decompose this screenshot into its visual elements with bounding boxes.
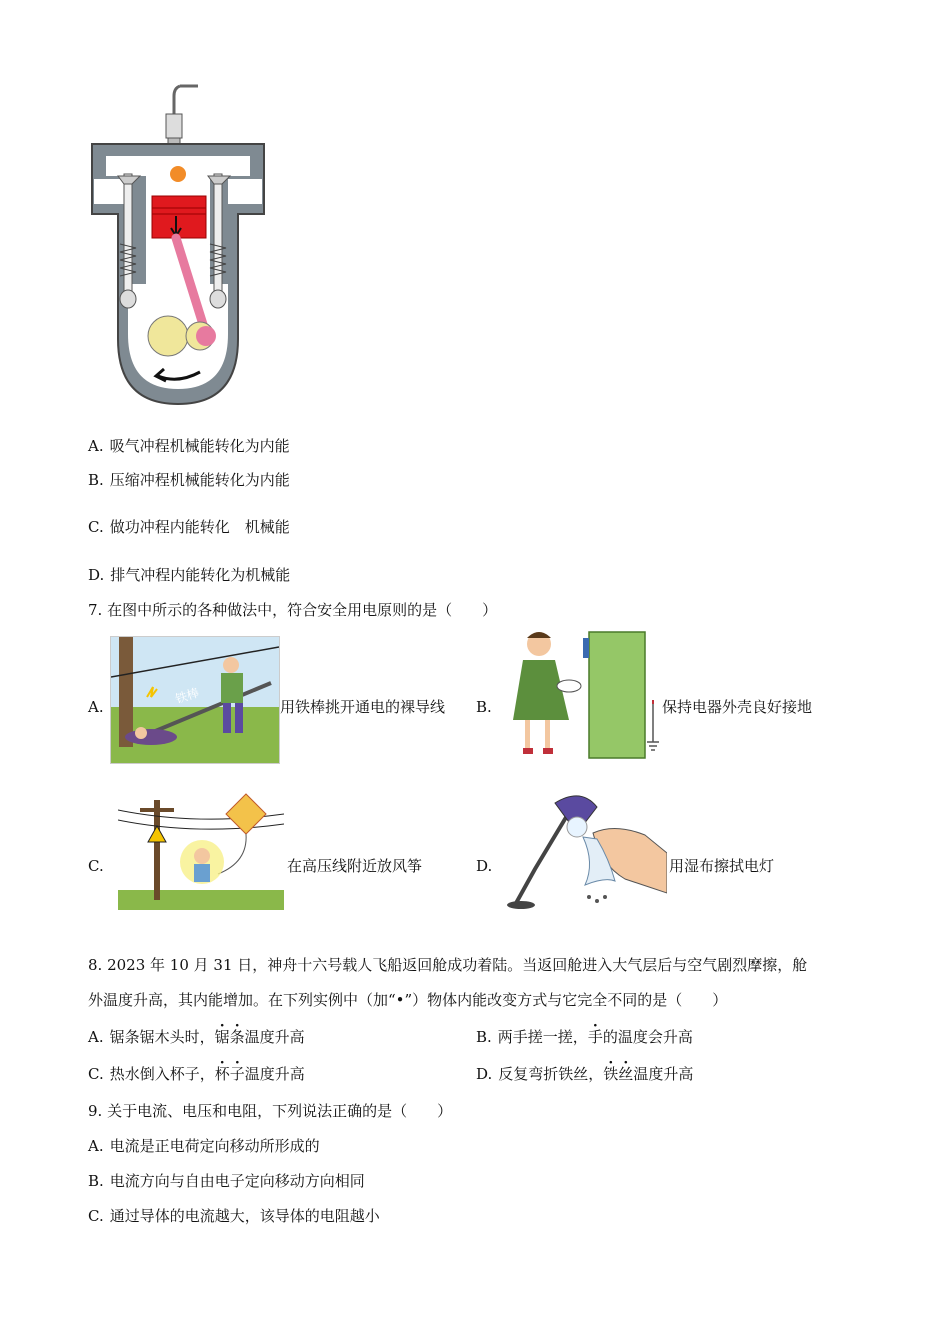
option-text: 电流方向与自由电子定向移动方向相同 bbox=[109, 1172, 365, 1190]
q7-option-d-text: 用湿布擦拭电灯 bbox=[669, 857, 775, 875]
emphasis-char: 丝 bbox=[618, 1065, 634, 1083]
q8-option-d bbox=[476, 1064, 693, 1084]
option-label: B. bbox=[476, 1028, 492, 1046]
iron-rod-caption: 铁棒 bbox=[173, 685, 201, 707]
option-label: C. bbox=[88, 1207, 104, 1225]
iron-rod-illustration bbox=[110, 636, 280, 764]
option-label: C. bbox=[88, 518, 104, 536]
option-text: 压缩冲程机械能转化为内能 bbox=[109, 471, 290, 489]
option-label: D. bbox=[88, 566, 105, 584]
q9-stem: 9. 关于电流、电压和电阻，下列说法正确的是（ ） bbox=[88, 1102, 453, 1120]
q9-option-a bbox=[88, 1136, 320, 1156]
q7-option-a-text: 用铁棒挑开通电的裸导线 bbox=[280, 698, 446, 716]
emphasis-char: 手 bbox=[587, 1028, 603, 1046]
q9-option-b bbox=[88, 1171, 365, 1191]
kite-near-powerline-illustration bbox=[118, 792, 284, 910]
emphasis-char: 杯 bbox=[214, 1065, 230, 1083]
option-text: 吸气冲程机械能转化为内能 bbox=[109, 437, 290, 455]
q8-option-a bbox=[88, 1027, 305, 1047]
q8-stem-line2: 外温度升高，其内能增加。在下列实例中（加“•”）物体内能改变方式与它完全不同的是（ ） bbox=[88, 991, 728, 1009]
option-text: 温度升高 bbox=[244, 1065, 305, 1083]
option-text: 反复弯折铁丝， bbox=[498, 1065, 604, 1083]
option-text: 锯条锯木头时， bbox=[109, 1028, 215, 1046]
q7-option-c-label: C. bbox=[88, 857, 104, 875]
option-label: B. bbox=[88, 1172, 104, 1190]
q7-option-c-text: 在高压线附近放风筝 bbox=[287, 857, 423, 875]
wet-cloth-lamp-illustration bbox=[505, 793, 667, 911]
option-text: 排气冲程内能转化为机械能 bbox=[110, 566, 291, 584]
q8-option-c bbox=[88, 1064, 305, 1084]
q7-option-b-text: 保持电器外壳良好接地 bbox=[662, 698, 813, 716]
emphasis-char: 锯 bbox=[214, 1028, 230, 1046]
option-text: 通过导体的电流越大，该导体的电阻越小 bbox=[109, 1207, 380, 1225]
q6-option-b bbox=[88, 470, 290, 490]
q7-option-b-label: B. bbox=[476, 698, 492, 716]
emphasis-char: 条 bbox=[229, 1028, 245, 1046]
option-text: 温度升高 bbox=[633, 1065, 694, 1083]
q8-option-b bbox=[476, 1027, 693, 1047]
option-label: A. bbox=[88, 1137, 104, 1155]
q8-stem-line1: 8. 2023 年 10 月 31 日，神舟十六号载人飞船返回舱成功着陆。当返回舱进入大气层后与空气剧烈摩擦，舱 bbox=[88, 956, 808, 974]
q6-option-d bbox=[88, 565, 290, 585]
q9-option-c bbox=[88, 1206, 380, 1226]
option-label: C. bbox=[88, 1065, 104, 1083]
option-text: 做功冲程内能转化 机械能 bbox=[109, 518, 290, 536]
engine-cylinder-diagram bbox=[88, 84, 268, 409]
grounded-appliance-illustration bbox=[503, 630, 663, 765]
q6-option-a bbox=[88, 436, 290, 456]
q7-option-d-label: D. bbox=[476, 857, 493, 875]
option-label: A. bbox=[88, 437, 104, 455]
q7-option-a-label: A. bbox=[88, 698, 104, 716]
option-text: 热水倒入杯子， bbox=[109, 1065, 215, 1083]
option-text: 的温度会升高 bbox=[602, 1028, 693, 1046]
option-text: 电流是正电荷定向移动所形成的 bbox=[109, 1137, 320, 1155]
option-text: 两手搓一搓， bbox=[497, 1028, 588, 1046]
emphasis-char: 铁 bbox=[603, 1065, 619, 1083]
option-label: A. bbox=[88, 1028, 104, 1046]
q6-option-c bbox=[88, 517, 290, 537]
q7-stem: 7. 在图中所示的各种做法中，符合安全用电原则的是（ ） bbox=[88, 601, 498, 619]
option-label: D. bbox=[476, 1065, 493, 1083]
option-label: B. bbox=[88, 471, 104, 489]
emphasis-char: 子 bbox=[229, 1065, 245, 1083]
option-text: 温度升高 bbox=[244, 1028, 305, 1046]
